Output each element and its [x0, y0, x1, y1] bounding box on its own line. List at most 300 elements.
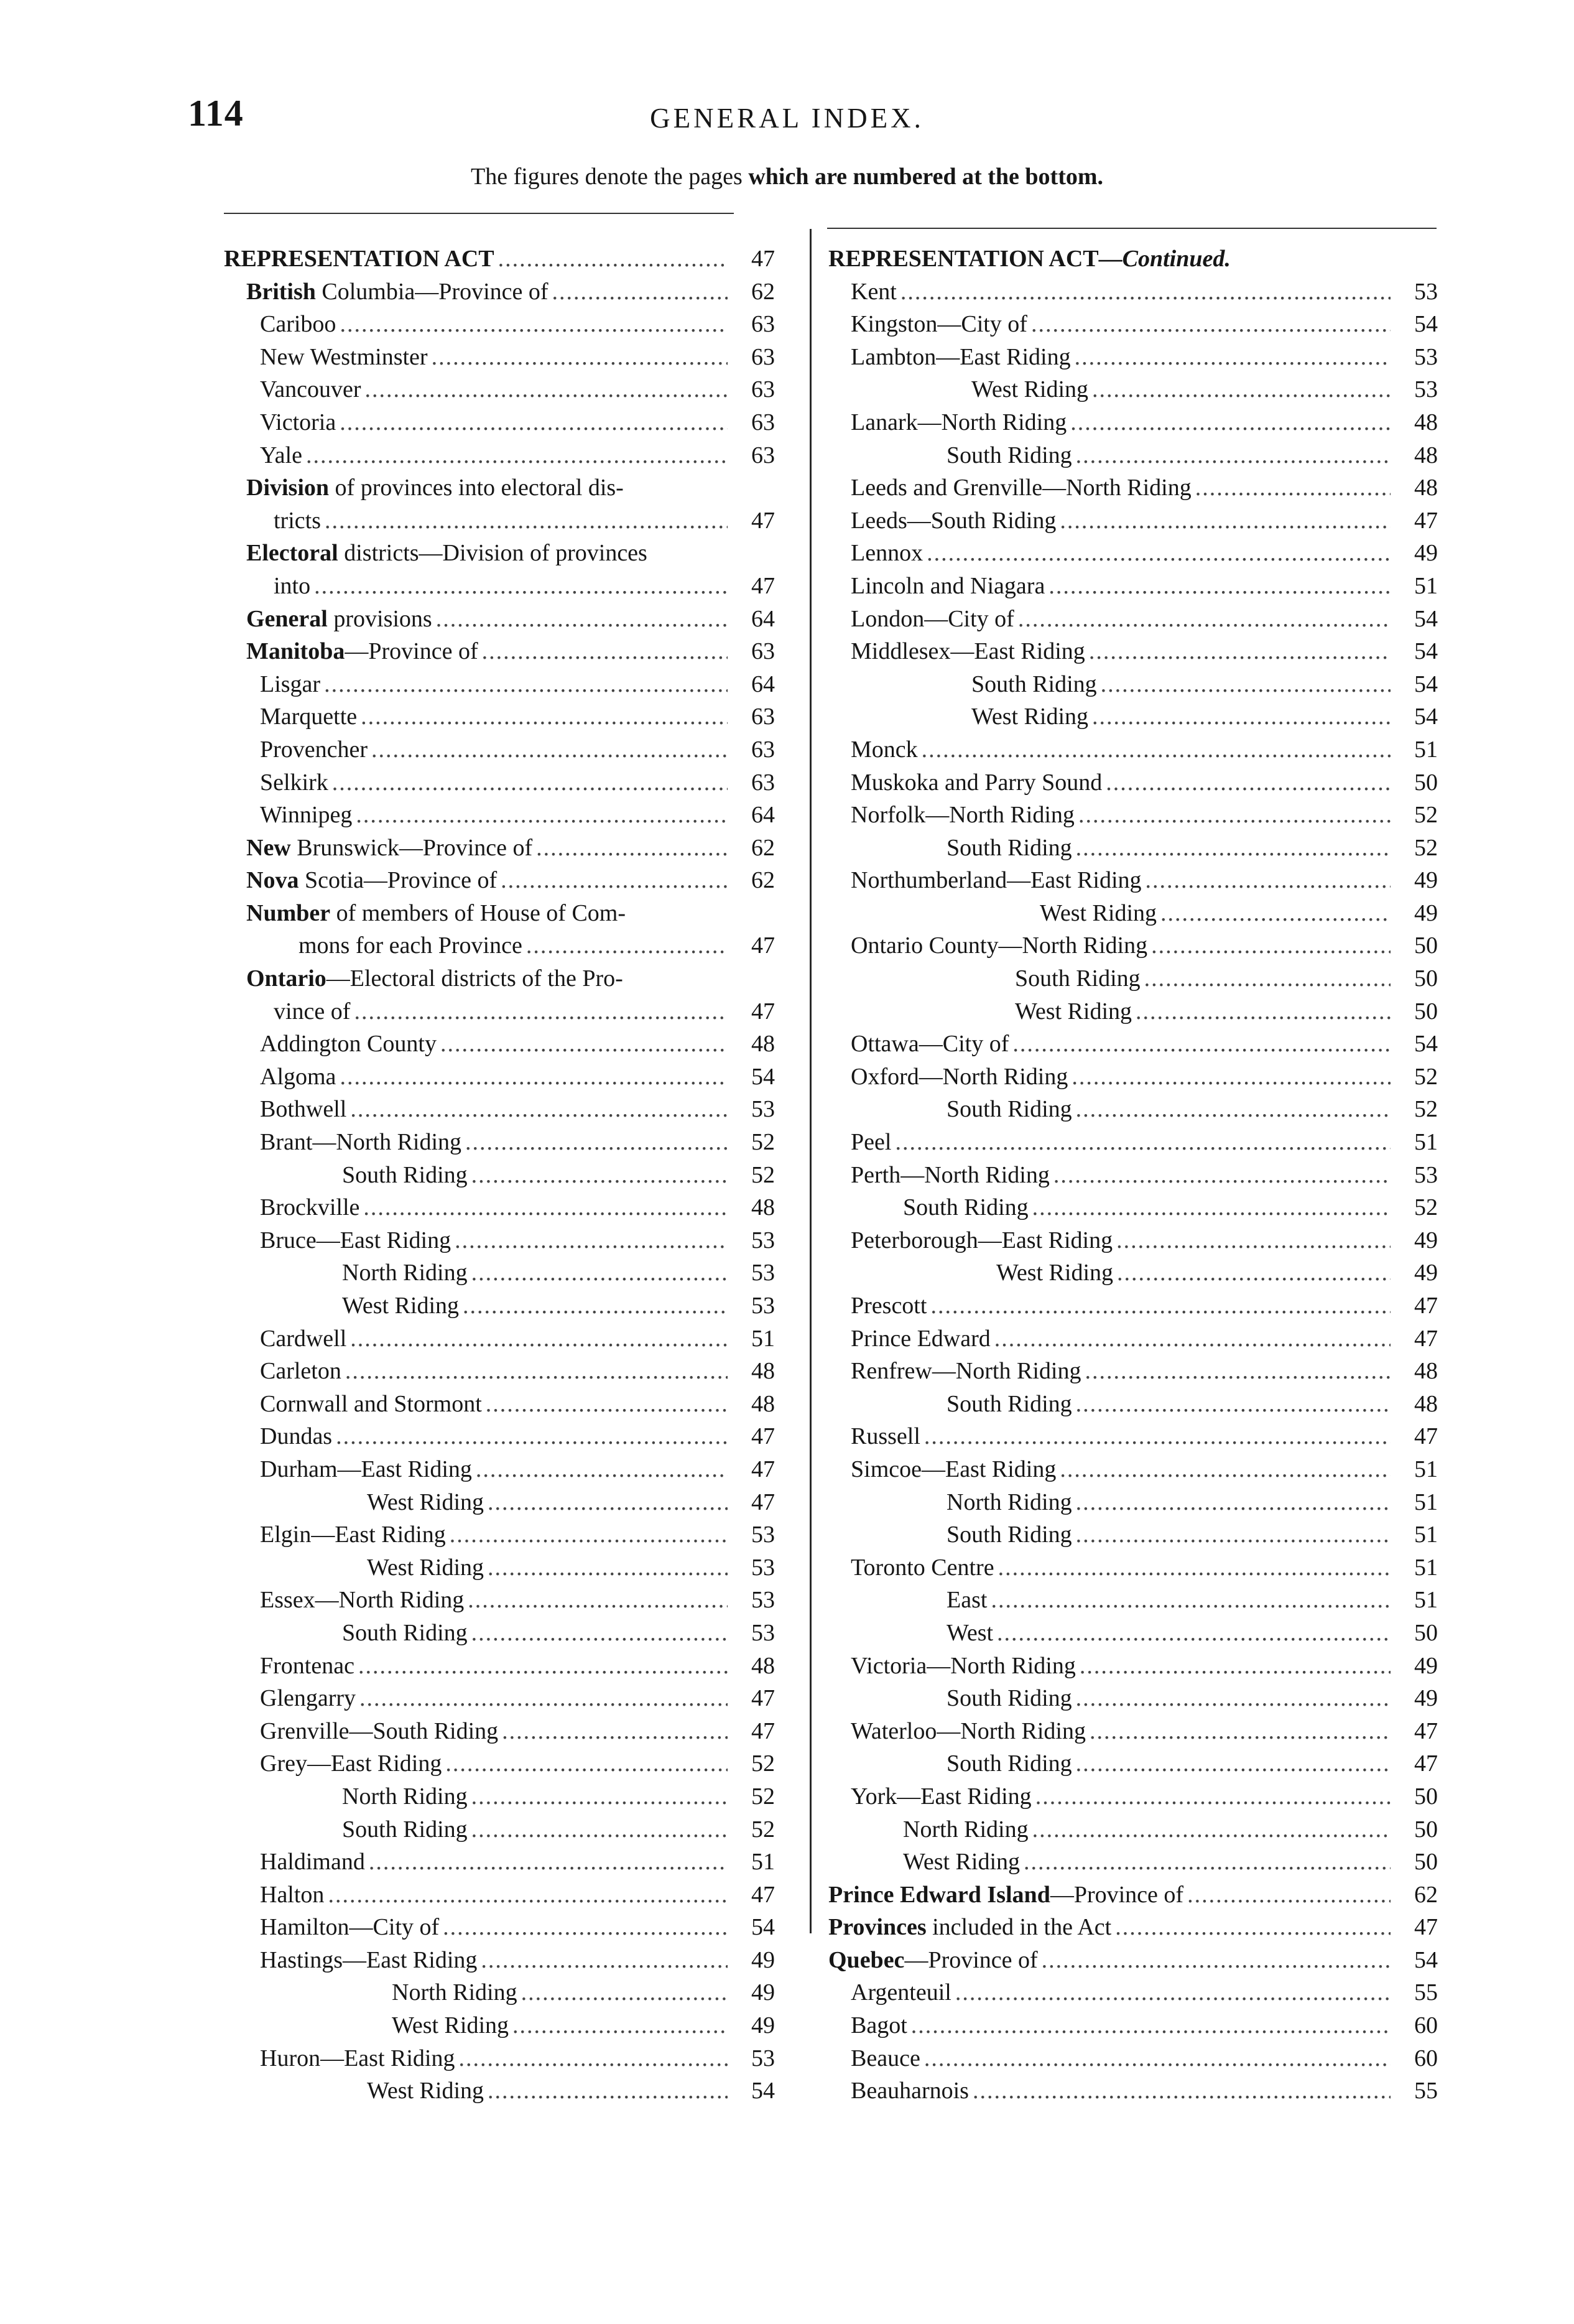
- leader-dots: [443, 1911, 728, 1944]
- leader-dots: [1031, 308, 1391, 341]
- index-entry-page: 49: [1414, 899, 1438, 926]
- index-entry-page: 50: [1414, 1783, 1438, 1810]
- leader-dots: [1035, 1780, 1391, 1813]
- index-entry-text: Manitoba—Province of: [246, 638, 478, 665]
- index-entry-page: 49: [1414, 1227, 1438, 1253]
- index-entry-text: Bruce—East Riding: [260, 1227, 451, 1253]
- index-entry: [828, 1191, 1438, 1224]
- index-entry-text: Monck: [851, 736, 918, 763]
- index-entry-text: Yale: [260, 442, 302, 468]
- leader-dots: [1116, 1224, 1391, 1257]
- leader-dots: [1012, 1028, 1391, 1061]
- index-entry-text: Northumberland—East Riding: [851, 867, 1142, 894]
- index-entry-text: South Riding: [947, 1522, 1072, 1548]
- index-entry: [828, 1388, 1438, 1421]
- index-entry: [224, 1420, 775, 1453]
- index-entry-text: Lincoln and Niagara: [851, 572, 1045, 599]
- leader-dots: [911, 2009, 1391, 2042]
- leader-dots: [463, 1290, 728, 1322]
- leader-dots: [1032, 1191, 1391, 1224]
- index-entry-page: 52: [751, 1816, 775, 1843]
- index-column-right: [828, 243, 1438, 2108]
- index-entry-text: Renfrew—North Riding: [851, 1358, 1081, 1385]
- index-entry: [828, 2042, 1438, 2075]
- index-entry: [224, 1944, 775, 1977]
- index-entry-text: Kingston—City of: [851, 311, 1027, 338]
- index-entry-page: 53: [1414, 278, 1438, 305]
- index-entry-page: 63: [751, 343, 775, 370]
- index-entry: [224, 1780, 775, 1813]
- index-entry-page: 47: [1414, 1717, 1438, 1744]
- leader-dots: [369, 1846, 728, 1879]
- index-entry: [224, 1159, 775, 1192]
- leader-dots: [1115, 1911, 1391, 1944]
- index-entry-text: Bothwell: [260, 1096, 347, 1123]
- subtitle-lead: The figures denote the pages: [470, 164, 743, 190]
- index-entry-text: Toronto Centre: [851, 1554, 994, 1581]
- index-entry-text: South Riding: [947, 1390, 1072, 1417]
- index-entry: [224, 1584, 775, 1617]
- index-entry-page: 51: [1414, 1129, 1438, 1156]
- leader-dots: [328, 1879, 728, 1912]
- leader-dots: [536, 832, 728, 865]
- leader-dots: [476, 1453, 728, 1486]
- leader-dots: [325, 504, 728, 537]
- leader-dots: [488, 1486, 728, 1519]
- page-number: 114: [188, 93, 244, 134]
- header-rule-left: [224, 213, 734, 214]
- index-entry-page: 60: [1414, 2012, 1438, 2039]
- index-entry: [224, 635, 775, 668]
- leader-dots: [1195, 472, 1391, 504]
- index-entry: [828, 799, 1438, 832]
- leader-dots: [332, 766, 728, 799]
- index-entry-page: 52: [1414, 1194, 1438, 1221]
- index-entry-text: South Riding: [947, 1685, 1072, 1712]
- index-entry: [828, 832, 1438, 865]
- index-entry-page: 47: [751, 1685, 775, 1712]
- leader-dots: [1032, 1813, 1391, 1846]
- leader-dots: [1146, 864, 1391, 897]
- index-entry: [224, 1650, 775, 1683]
- leader-dots: [314, 570, 728, 603]
- leader-dots: [1151, 929, 1391, 962]
- leader-dots: [1144, 962, 1391, 995]
- leader-dots: [455, 1224, 728, 1257]
- index-entry-page: 54: [1414, 638, 1438, 665]
- index-entry: [224, 1715, 775, 1748]
- index-entry-page: 50: [1414, 965, 1438, 992]
- index-entry: [828, 406, 1438, 439]
- leader-dots: [1101, 668, 1391, 701]
- index-entry-page: 62: [751, 834, 775, 861]
- index-entry-page: 54: [1414, 704, 1438, 730]
- index-entry-text: New Brunswick—Province of: [246, 834, 533, 861]
- index-entry-text: Frontenac: [260, 1652, 354, 1679]
- leader-dots: [924, 1420, 1391, 1453]
- leader-dots: [450, 1518, 728, 1551]
- index-entry-text: Beauce: [851, 2045, 920, 2071]
- index-entry-text: tricts: [274, 507, 321, 534]
- index-entry: [224, 1093, 775, 1126]
- leader-dots: [1024, 1846, 1391, 1879]
- leader-dots: [1072, 1061, 1391, 1094]
- leader-dots: [432, 341, 728, 374]
- index-entry: [828, 1682, 1438, 1715]
- index-entry: [224, 733, 775, 766]
- index-entry: [224, 243, 775, 276]
- index-entry-page: 53: [751, 1619, 775, 1646]
- index-entry: [828, 1944, 1438, 1977]
- index-entry-page: 47: [1414, 1325, 1438, 1352]
- index-entry-page: 52: [1414, 1063, 1438, 1090]
- index-entry: [224, 1028, 775, 1061]
- index-entry-text: REPRESENTATION ACT: [224, 246, 494, 272]
- index-entry-page: 52: [751, 1129, 775, 1156]
- leader-dots: [1078, 799, 1391, 832]
- index-entry-page: 47: [1414, 1750, 1438, 1777]
- leader-dots: [471, 1257, 728, 1290]
- index-entry: [224, 929, 775, 962]
- leader-dots: [922, 733, 1391, 766]
- leader-dots: [486, 1388, 728, 1421]
- index-entry: [224, 1682, 775, 1715]
- index-entry-text: West Riding: [971, 376, 1088, 403]
- leader-dots: [350, 1093, 728, 1126]
- index-entry-page: 49: [751, 2012, 775, 2039]
- index-entry-page: 48: [1414, 442, 1438, 468]
- leader-dots: [336, 1420, 728, 1453]
- index-entry: [224, 1257, 775, 1290]
- index-entry-page: 48: [1414, 1390, 1438, 1417]
- index-entry-text: Peterborough—East Riding: [851, 1227, 1113, 1253]
- index-entry-text: Marquette: [260, 704, 358, 730]
- leader-dots: [930, 1290, 1391, 1322]
- index-entry-text: South Riding: [947, 1096, 1072, 1123]
- index-entry-text: West Riding: [392, 2012, 509, 2039]
- leader-dots: [471, 1617, 728, 1650]
- index-entry-page: 47: [751, 507, 775, 534]
- index-entry: [224, 276, 775, 309]
- leader-dots: [1076, 1747, 1391, 1780]
- index-entry-text: Ottawa—City of: [851, 1031, 1009, 1057]
- index-entry: [828, 2009, 1438, 2042]
- continued-label: Continued.: [1122, 246, 1231, 272]
- index-entry-page: 53: [1414, 1161, 1438, 1188]
- header-rule-right: [827, 228, 1437, 229]
- page-title: GENERAL INDEX.: [650, 103, 924, 134]
- index-entry: [224, 1290, 775, 1322]
- index-entry-page: 54: [751, 2078, 775, 2104]
- index-entry-page: 47: [1414, 1293, 1438, 1319]
- leader-dots: [358, 1650, 728, 1683]
- index-entry: [828, 1813, 1438, 1846]
- index-entry-page: 47: [1414, 1914, 1438, 1941]
- index-entry-text: South Riding: [903, 1194, 1029, 1221]
- index-entry: [224, 897, 775, 930]
- index-entry-page: 47: [751, 1881, 775, 1908]
- leader-dots: [955, 1976, 1391, 2009]
- leader-dots: [481, 1944, 728, 1977]
- leader-dots: [498, 243, 728, 276]
- index-entry-text: REPRESENTATION ACT—Continued.: [828, 246, 1231, 272]
- index-entry-page: 64: [751, 802, 775, 829]
- index-entry-text: Prince Edward Island—Province of: [828, 1881, 1184, 1908]
- leader-dots: [465, 1126, 728, 1159]
- index-entry-page: 50: [1414, 769, 1438, 796]
- index-entry: [828, 1780, 1438, 1813]
- index-entry-text: Argenteuil: [851, 1979, 951, 2006]
- index-entry: [828, 1518, 1438, 1551]
- index-entry-page: 51: [1414, 1456, 1438, 1482]
- index-entry-page: 62: [751, 867, 775, 894]
- index-entry-text: Algoma: [260, 1063, 336, 1090]
- index-entry-text: Hastings—East Riding: [260, 1946, 478, 1973]
- leader-dots: [356, 799, 728, 832]
- index-entry: [828, 1911, 1438, 1944]
- index-entry: [224, 1813, 775, 1846]
- index-entry-text: Russell: [851, 1423, 920, 1450]
- index-entry-text: Grenville—South Riding: [260, 1717, 499, 1744]
- index-entry-page: 50: [1414, 998, 1438, 1025]
- index-entry: [828, 2075, 1438, 2108]
- index-entry-text: Oxford—North Riding: [851, 1063, 1068, 1090]
- leader-dots: [306, 439, 728, 472]
- index-entry-text: West Riding: [342, 1293, 459, 1319]
- index-entry-page: 52: [751, 1783, 775, 1810]
- index-entry: [828, 929, 1438, 962]
- index-entry-page: 63: [751, 769, 775, 796]
- index-entry-text: Hamilton—City of: [260, 1914, 440, 1941]
- index-entry-text: South Riding: [342, 1161, 468, 1188]
- index-entry-text: Victoria—North Riding: [851, 1652, 1076, 1679]
- leader-dots: [445, 1747, 728, 1780]
- leader-dots: [1076, 1682, 1391, 1715]
- index-entry-page: 47: [751, 1489, 775, 1515]
- index-entry-page: 54: [1414, 671, 1438, 697]
- index-entry-text: Division of provinces into electoral dis-: [246, 475, 624, 501]
- leader-dots: [1018, 603, 1391, 636]
- index-entry-text: Bagot: [851, 2012, 907, 2039]
- index-entry-text: Glengarry: [260, 1685, 356, 1712]
- leader-dots: [436, 603, 728, 636]
- index-entry-text: West Riding: [996, 1260, 1113, 1286]
- index-entry-page: 49: [1414, 540, 1438, 567]
- index-entry: [224, 668, 775, 701]
- index-entry: [828, 308, 1438, 341]
- index-entry-page: 52: [1414, 834, 1438, 861]
- index-entry: [828, 1159, 1438, 1192]
- index-entry-text: Electoral districts—Division of provinces: [246, 540, 647, 567]
- index-entry: [828, 570, 1438, 603]
- index-entry: [224, 1879, 775, 1912]
- index-entry-page: 54: [1414, 311, 1438, 338]
- leader-dots: [1076, 1486, 1391, 1519]
- index-entry-page: 53: [751, 1096, 775, 1123]
- index-entry-text: Brockville: [260, 1194, 360, 1221]
- leader-dots: [363, 1191, 728, 1224]
- index-entry: [828, 864, 1438, 897]
- index-entry-page: 53: [751, 1227, 775, 1253]
- index-entry-text: South Riding: [947, 1750, 1072, 1777]
- index-entry-page: 54: [1414, 1946, 1438, 1973]
- index-entry: [224, 2042, 775, 2075]
- index-entry-page: 63: [751, 376, 775, 403]
- leader-dots: [552, 276, 728, 309]
- index-entry: [828, 1028, 1438, 1061]
- index-entry: [224, 1518, 775, 1551]
- index-entry: [828, 1453, 1438, 1486]
- index-entry-text: North Riding: [392, 1979, 517, 2006]
- index-entry: [224, 406, 775, 439]
- leader-dots: [488, 2075, 728, 2108]
- index-entry-text: into: [274, 572, 311, 599]
- leader-dots: [900, 276, 1391, 309]
- index-column-left: [224, 243, 775, 2108]
- index-entry-page: 52: [1414, 1096, 1438, 1123]
- index-entry: [828, 668, 1438, 701]
- index-entry: [224, 864, 775, 897]
- index-entry-page: 51: [1414, 1489, 1438, 1515]
- index-entry: [224, 995, 775, 1028]
- index-entry: [224, 700, 775, 733]
- leader-dots: [521, 1976, 728, 2009]
- index-entry: [224, 1747, 775, 1780]
- index-entry-text: Vancouver: [260, 376, 361, 403]
- leader-dots: [1160, 897, 1391, 930]
- index-entry: [828, 995, 1438, 1028]
- leader-dots: [364, 373, 728, 406]
- index-entry: [224, 2009, 775, 2042]
- index-entry-text: Waterloo—North Riding: [851, 1717, 1086, 1744]
- index-entry-page: 51: [1414, 1522, 1438, 1548]
- index-entry-text: Muskoka and Parry Sound: [851, 769, 1103, 796]
- leader-dots: [502, 1715, 728, 1748]
- leader-dots: [927, 537, 1391, 570]
- index-entry-page: 47: [751, 1717, 775, 1744]
- leader-dots: [359, 1682, 728, 1715]
- index-entry-text: Addington County: [260, 1031, 437, 1057]
- index-entry: [828, 603, 1438, 636]
- index-entry-text: West Riding: [367, 1489, 484, 1515]
- index-entry-text: vince of: [274, 998, 351, 1025]
- index-entry: [224, 1322, 775, 1355]
- leader-dots: [354, 995, 728, 1028]
- index-entry: [828, 1650, 1438, 1683]
- index-entry: [828, 1584, 1438, 1617]
- leader-dots: [1076, 439, 1391, 472]
- leader-dots: [1136, 995, 1391, 1028]
- leader-dots: [361, 700, 728, 733]
- index-entry-text: Ontario—Electoral districts of the Pro-: [246, 965, 623, 992]
- index-entry-page: 52: [751, 1750, 775, 1777]
- index-entry: [828, 276, 1438, 309]
- index-entry-text: North Riding: [947, 1489, 1072, 1515]
- index-entry: [828, 1061, 1438, 1094]
- index-entry-text: South Riding: [342, 1619, 468, 1646]
- index-entry: [224, 1453, 775, 1486]
- leader-dots: [526, 929, 728, 962]
- index-entry-text: Elgin—East Riding: [260, 1522, 446, 1548]
- index-entry-page: 48: [751, 1358, 775, 1385]
- index-entry-page: 53: [751, 1522, 775, 1548]
- index-entry-page: 63: [751, 409, 775, 435]
- index-entry: [224, 1224, 775, 1257]
- index-entry: [828, 439, 1438, 472]
- index-entry: [828, 962, 1438, 995]
- index-entry-text: Brant—North Riding: [260, 1129, 462, 1156]
- index-entry-text: South Riding: [947, 442, 1072, 468]
- index-entry-text: Haldimand: [260, 1849, 365, 1875]
- index-entry: [224, 2075, 775, 2108]
- index-entry-page: 54: [751, 1063, 775, 1090]
- leader-dots: [1060, 504, 1391, 537]
- index-entry: [224, 504, 775, 537]
- index-entry-text: Nova Scotia—Province of: [246, 867, 498, 894]
- index-entry: [224, 1126, 775, 1159]
- index-entry: [828, 472, 1438, 504]
- index-entry-text: Lanark—North Riding: [851, 409, 1067, 435]
- leader-dots: [1053, 1159, 1391, 1192]
- index-entry-page: 47: [751, 998, 775, 1025]
- index-entry: [828, 1322, 1438, 1355]
- index-entry-text: Lisgar: [260, 671, 321, 697]
- index-entry-page: 51: [1414, 1587, 1438, 1614]
- index-entry-text: Halton: [260, 1881, 325, 1908]
- index-entry: [828, 733, 1438, 766]
- index-entry-text: West Riding: [903, 1849, 1020, 1875]
- index-entry-text: Selkirk: [260, 769, 328, 796]
- index-entry: [828, 635, 1438, 668]
- index-entry: [828, 1126, 1438, 1159]
- index-entry: [224, 439, 775, 472]
- index-entry-text: West Riding: [367, 2078, 484, 2104]
- index-entry-text: South Riding: [1015, 965, 1141, 992]
- index-entry: [224, 373, 775, 406]
- index-entry-page: 62: [1414, 1881, 1438, 1908]
- index-entry-text: London—City of: [851, 605, 1014, 632]
- index-entry-text: West Riding: [1015, 998, 1132, 1025]
- index-entry-page: 49: [1414, 1260, 1438, 1286]
- index-entry-page: 60: [1414, 2045, 1438, 2071]
- index-entry: [224, 1061, 775, 1094]
- index-entry-text: mons for each Province: [299, 932, 522, 959]
- index-entry-text: Cornwall and Stormont: [260, 1390, 482, 1417]
- leader-dots: [924, 2042, 1391, 2075]
- index-entry: [224, 537, 775, 570]
- leader-dots: [512, 2009, 728, 2042]
- index-entry-text: Essex—North Riding: [260, 1587, 465, 1614]
- index-entry: [224, 1846, 775, 1879]
- index-entry-text: South Riding: [947, 834, 1072, 861]
- index-entry-text: Provencher: [260, 736, 368, 763]
- index-entry: [828, 1617, 1438, 1650]
- index-entry: [828, 1257, 1438, 1290]
- index-entry: [224, 799, 775, 832]
- leader-dots: [324, 668, 728, 701]
- leader-dots: [998, 1551, 1391, 1584]
- page-subtitle: [0, 163, 1574, 190]
- leader-dots: [482, 635, 728, 668]
- index-entry-page: 47: [751, 572, 775, 599]
- leader-dots: [1085, 1355, 1391, 1388]
- index-entry: [828, 1879, 1438, 1912]
- index-entry: [828, 1224, 1438, 1257]
- column-divider: [810, 229, 812, 1933]
- index-entry-page: 62: [751, 278, 775, 305]
- index-entry: [224, 308, 775, 341]
- leader-dots: [340, 1061, 728, 1094]
